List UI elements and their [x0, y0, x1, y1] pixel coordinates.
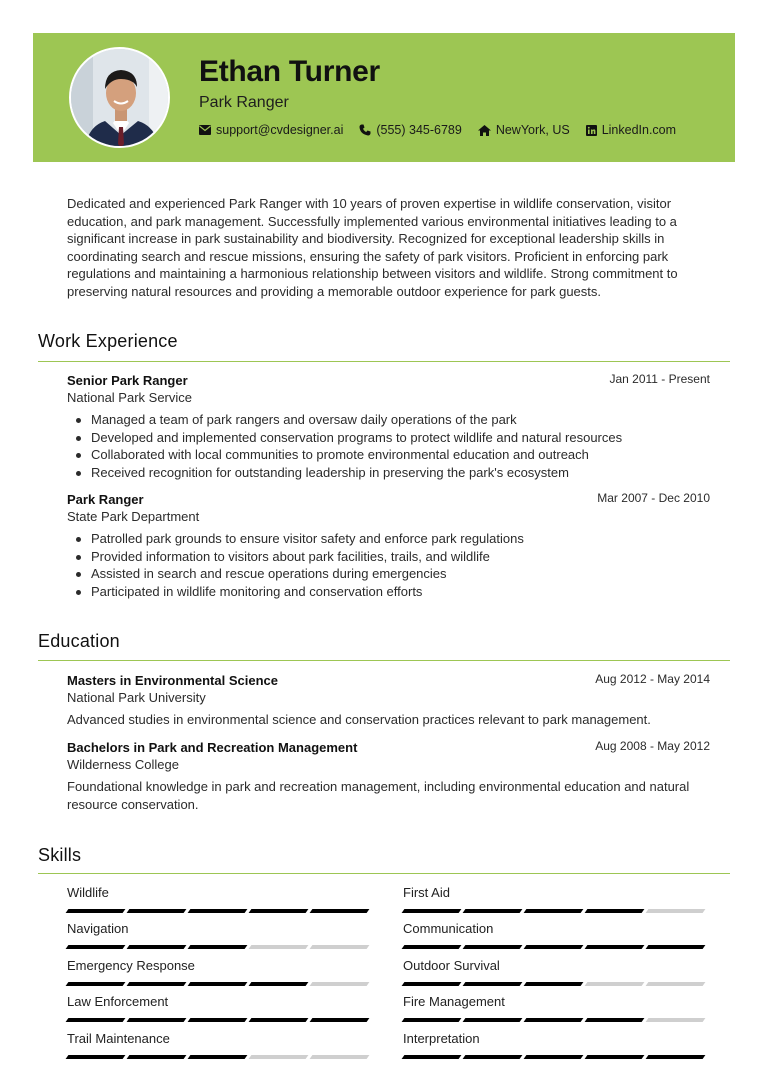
contact-location-text: NewYork, US: [495, 123, 570, 137]
degree-1: Masters in Environmental Science: [67, 673, 278, 688]
skill-segment-filled: [463, 982, 523, 986]
skill-item: [403, 921, 711, 949]
skill-segment-filled: [463, 945, 523, 949]
skill-segment-filled: [310, 909, 370, 913]
section-title-skills: Skills: [38, 845, 82, 865]
skill-segment-filled: [585, 1055, 645, 1059]
skill-segment-filled: [402, 1055, 462, 1059]
school-2: Wilderness College: [67, 757, 179, 772]
skill-segment-filled: [524, 909, 584, 913]
skill-segment-filled: [66, 1018, 126, 1022]
skill-name: Trail Maintenance: [67, 1031, 170, 1046]
list-item: Received recognition for outstanding leadership in preserving the park's ecosystem: [91, 464, 721, 482]
job-title-1: Senior Park Ranger: [67, 373, 188, 388]
skill-segment-filled: [646, 1055, 706, 1059]
skill-segment-empty: [585, 982, 645, 986]
contact-bar: [199, 122, 692, 138]
skill-item: [67, 958, 375, 986]
skill-segment-filled: [188, 1055, 248, 1059]
skill-item: [67, 1031, 375, 1059]
skill-level-bar: [403, 945, 711, 949]
skill-segment-filled: [127, 909, 187, 913]
profile-photo: [69, 47, 170, 148]
skill-item: [403, 994, 711, 1022]
skill-item: [403, 1031, 711, 1059]
skill-level-bar: [403, 909, 711, 913]
skill-segment-filled: [585, 909, 645, 913]
skill-segment-filled: [127, 1018, 187, 1022]
school-1: National Park University: [67, 690, 206, 705]
job-title-2: Park Ranger: [67, 492, 144, 507]
skill-segment-filled: [249, 909, 309, 913]
skill-level-bar: [403, 1055, 711, 1059]
section-title-work: Work Experience: [38, 331, 178, 351]
skill-item: [67, 994, 375, 1022]
skill-name: Emergency Response: [67, 958, 195, 973]
skill-segment-empty: [249, 1055, 309, 1059]
skill-name: Outdoor Survival: [403, 958, 500, 973]
contact-email[interactable]: [199, 123, 343, 137]
envelope-icon: [199, 125, 211, 135]
skill-segment-filled: [188, 945, 248, 949]
job-org-2: State Park Department: [67, 509, 200, 524]
skill-segment-filled: [310, 1018, 370, 1022]
section-divider: [38, 361, 730, 362]
skill-name: Wildlife: [67, 885, 109, 900]
contact-email-text: support@cvdesigner.ai: [216, 123, 344, 137]
list-item: Collaborated with local communities to promote environmental education and outreach: [91, 446, 721, 464]
list-item: Patrolled park grounds to ensure visitor safety and enforce park regulations: [91, 530, 721, 548]
list-item: Managed a team of park rangers and oversaw daily operations of the park: [91, 411, 721, 429]
skill-segment-filled: [463, 1018, 523, 1022]
skill-segment-filled: [402, 982, 462, 986]
skill-segment-filled: [127, 982, 187, 986]
skill-segment-filled: [646, 945, 706, 949]
section-title-education: Education: [38, 631, 120, 651]
skill-segment-filled: [66, 945, 126, 949]
section-divider: [38, 660, 730, 661]
contact-linkedin[interactable]: [586, 123, 676, 137]
skill-segment-filled: [463, 909, 523, 913]
skill-segment-filled: [127, 945, 187, 949]
skill-segment-filled: [585, 945, 645, 949]
skill-level-bar: [403, 982, 711, 986]
job-bullets-2: [91, 530, 721, 600]
skill-item: [403, 885, 711, 913]
resume-header: [33, 33, 735, 162]
skill-segment-filled: [463, 1055, 523, 1059]
skill-level-bar: [67, 1018, 375, 1022]
skill-segment-filled: [66, 1055, 126, 1059]
section-divider: [38, 873, 730, 874]
skill-name: Fire Management: [403, 994, 505, 1009]
skill-segment-filled: [402, 945, 462, 949]
skill-segment-filled: [66, 909, 126, 913]
skill-segment-filled: [402, 1018, 462, 1022]
skill-segment-empty: [310, 1055, 370, 1059]
skill-segment-filled: [249, 1018, 309, 1022]
skill-segment-filled: [188, 1018, 248, 1022]
list-item: Provided information to visitors about park facilities, trails, and wildlife: [91, 548, 721, 566]
skill-item: [403, 958, 711, 986]
skill-name: Communication: [403, 921, 494, 936]
candidate-name: Ethan Turner: [199, 55, 380, 88]
skill-segment-filled: [524, 1018, 584, 1022]
skill-item: [67, 921, 375, 949]
job-org-1: National Park Service: [67, 390, 192, 405]
skill-segment-filled: [524, 982, 584, 986]
degree-date-2: Aug 2008 - May 2012: [595, 739, 710, 753]
skill-segment-filled: [188, 909, 248, 913]
skill-level-bar: [67, 909, 375, 913]
degree-description-1: Advanced studies in environmental science and conservation practices relevant to park management.: [67, 712, 651, 727]
skill-segment-filled: [524, 1055, 584, 1059]
skill-segment-empty: [310, 945, 370, 949]
skill-name: Interpretation: [403, 1031, 480, 1046]
skill-segment-filled: [127, 1055, 187, 1059]
phone-icon: [359, 124, 371, 136]
skill-name: First Aid: [403, 885, 450, 900]
job-bullets-1: [91, 411, 721, 481]
skill-level-bar: [67, 1055, 375, 1059]
skill-segment-empty: [249, 945, 309, 949]
skill-segment-filled: [188, 982, 248, 986]
professional-summary: Dedicated and experienced Park Ranger with 10 years of proven expertise in wildlife conservation, visitor education, and park management. Successfully implemented various environmental initiatives leading to a significant increase in park sustainability and biodiversity. Recognized for exceptional leadership skills in coordinating search and rescue missions, ensuring the safety of park visitors. Proficient in enforcing park regulations and maintaining a harmonious relationship between visitors and wildlife. Strong commitment to preserving natural resources and providing a memorable outdoor experience for park guests.: [67, 196, 678, 299]
list-item: Developed and implemented conservation programs to protect wildlife and natural resources: [91, 429, 721, 447]
degree-description-2: Foundational knowledge in park and recreation management, including environmental education and natural resource conservation.: [67, 779, 690, 812]
skill-name: Navigation: [67, 921, 129, 936]
job-date-1: Jan 2011 - Present: [609, 372, 710, 386]
job-date-2: Mar 2007 - Dec 2010: [597, 491, 710, 505]
skill-segment-filled: [524, 945, 584, 949]
job-title: Park Ranger: [199, 94, 289, 111]
skill-segment-filled: [66, 982, 126, 986]
contact-location[interactable]: [478, 123, 570, 137]
contact-phone-text: (555) 345-6789: [376, 123, 462, 137]
contact-phone[interactable]: [359, 123, 461, 137]
linkedin-icon: [586, 125, 597, 136]
list-item: Assisted in search and rescue operations during emergencies: [91, 565, 721, 583]
skill-level-bar: [403, 1018, 711, 1022]
skill-segment-empty: [310, 982, 370, 986]
skill-level-bar: [67, 945, 375, 949]
skill-name: Law Enforcement: [67, 994, 169, 1009]
degree-2: Bachelors in Park and Recreation Management: [67, 740, 358, 755]
home-icon: [478, 125, 491, 136]
skill-segment-empty: [646, 909, 706, 913]
skill-segment-filled: [585, 1018, 645, 1022]
skill-item: [67, 885, 375, 913]
degree-date-1: Aug 2012 - May 2014: [595, 672, 710, 686]
skill-segment-empty: [646, 1018, 706, 1022]
skill-level-bar: [67, 982, 375, 986]
skill-segment-filled: [249, 982, 309, 986]
skill-segment-empty: [646, 982, 706, 986]
list-item: Participated in wildlife monitoring and conservation efforts: [91, 583, 721, 601]
skill-segment-filled: [402, 909, 462, 913]
contact-linkedin-text: LinkedIn.com: [601, 123, 677, 137]
